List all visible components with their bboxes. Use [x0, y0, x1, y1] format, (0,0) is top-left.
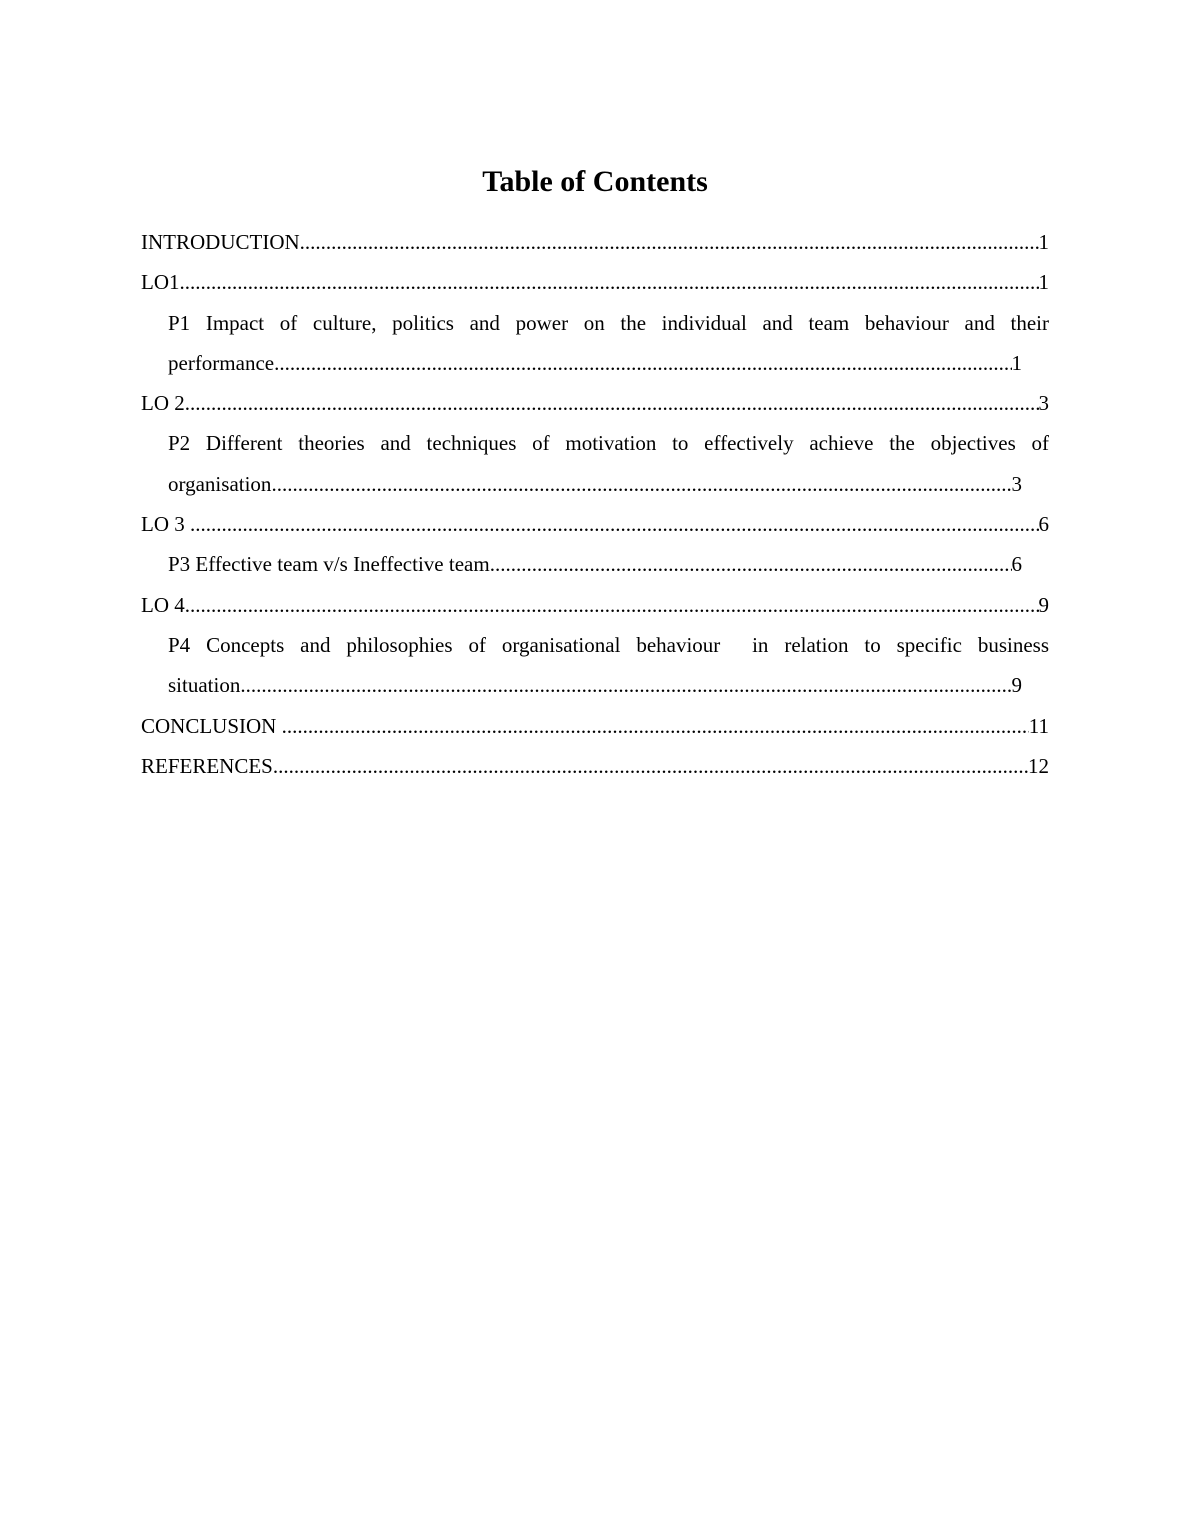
toc-entry-lo1[interactable] [141, 262, 1049, 302]
dot-leader [185, 585, 1039, 625]
toc-page-number: 9 [1011, 673, 1022, 698]
toc-page-number: 6 [1038, 512, 1049, 537]
toc-entry-label: INTRODUCTION [141, 230, 300, 254]
toc-entry-lo3[interactable] [141, 504, 1049, 544]
dot-leader [240, 665, 1011, 705]
toc-subentry-p2-line1[interactable]: P2 Different theories and techniques of motivation to effectively achieve the objectives of [168, 431, 1049, 456]
toc-subentry-p4[interactable] [168, 665, 1022, 705]
toc-entry-label: situation [168, 673, 241, 698]
dot-leader [274, 343, 1011, 383]
dot-leader [180, 262, 1039, 302]
toc-entry-label: P3 Effective team v/s Ineffective team [168, 552, 490, 577]
table-of-contents [141, 222, 1049, 786]
toc-page-number: 1 [1038, 270, 1049, 295]
toc-page-number: 6 [1011, 552, 1022, 577]
toc-page-number: 1 [1038, 230, 1049, 254]
toc-subentry-p1-line1[interactable]: P1 Impact of culture, politics and power on the individual and team behaviour and their [168, 310, 1049, 335]
toc-entry-references[interactable] [141, 746, 1049, 786]
dot-leader [271, 464, 1011, 504]
toc-page-number: 1 [1011, 350, 1022, 375]
toc-entry-conclusion[interactable] [141, 706, 1049, 746]
toc-entry-label: LO 3 [141, 512, 190, 537]
toc-entry-label: LO 2 [141, 391, 185, 416]
toc-entry-label: LO 4 [141, 592, 185, 617]
toc-subentry-p4-line1[interactable]: P4 Concepts and philosophies of organisational behaviour in relation to specific business [168, 632, 1049, 657]
toc-page-number: 3 [1011, 471, 1022, 496]
toc-entry-lo4[interactable] [141, 585, 1049, 625]
dot-leader [273, 746, 1028, 786]
toc-subentry-p1[interactable] [168, 343, 1022, 383]
toc-entry-introduction[interactable] [141, 222, 1049, 262]
toc-page-number: 3 [1038, 391, 1049, 416]
toc-entry-label: CONCLUSION [141, 713, 282, 738]
toc-page-number: 12 [1028, 753, 1049, 778]
toc-subentry-p3[interactable] [168, 544, 1022, 584]
dot-leader [282, 706, 1029, 746]
dot-leader [185, 383, 1039, 423]
page-title: Table of Contents [482, 165, 708, 198]
toc-entry-label: LO1 [141, 270, 180, 295]
toc-entry-label: organisation [168, 471, 272, 496]
dot-leader [300, 222, 1039, 262]
toc-entry-label: REFERENCES [141, 753, 273, 778]
dot-leader [490, 544, 1012, 584]
toc-subentry-p2[interactable] [168, 464, 1022, 504]
toc-entry-lo2[interactable] [141, 383, 1049, 423]
toc-entry-label: performance [168, 350, 275, 375]
dot-leader [190, 504, 1039, 544]
toc-page-number: 11 [1028, 713, 1049, 738]
toc-page-number: 9 [1038, 592, 1049, 617]
